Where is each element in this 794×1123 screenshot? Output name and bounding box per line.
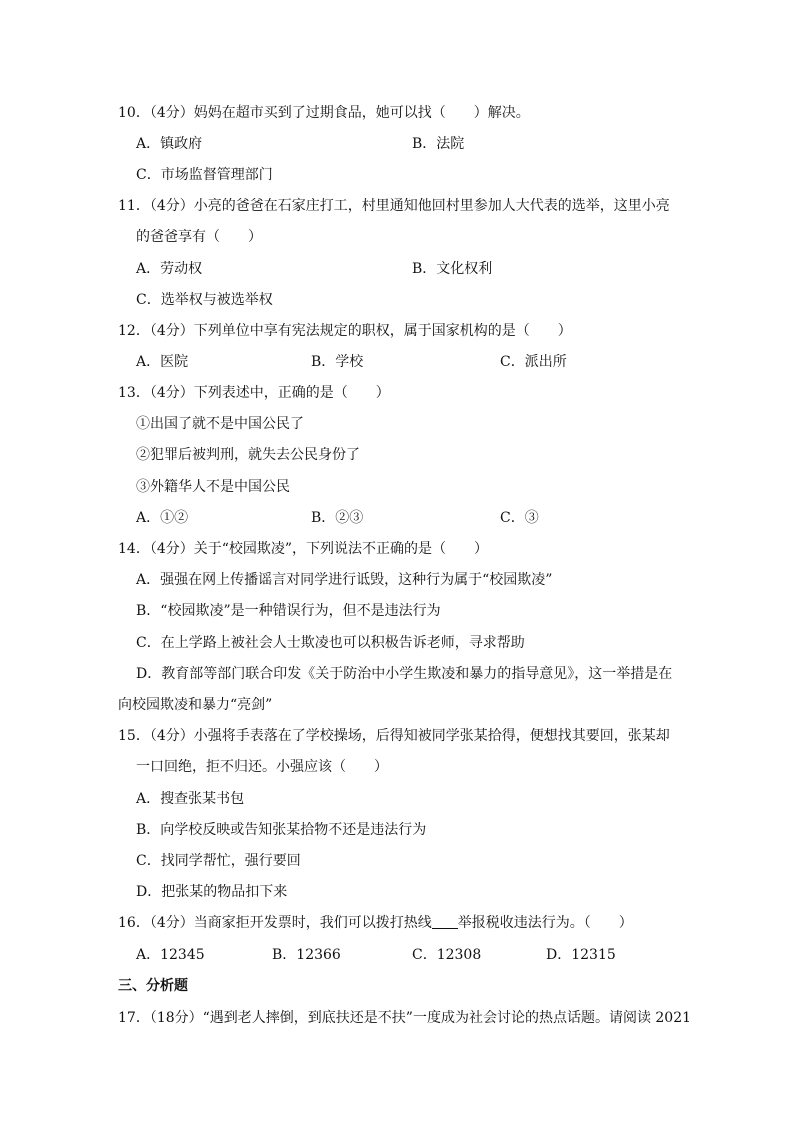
q17-stem: 17．（18分）“遇到老人摔倒，到底扶还是不扶”一度成为社会讨论的热点话题。请阅读 2021 bbox=[118, 1010, 692, 1026]
q11-option-a: A．劳动权 bbox=[136, 261, 203, 277]
q13-option-c: C．③ bbox=[500, 510, 539, 526]
q15-option-d: D．把张某的物品扣下来 bbox=[136, 884, 288, 900]
q13-statement-2: ②犯罪后被判刑，就失去公民身份了 bbox=[136, 447, 360, 463]
q11-option-b: B．文化权利 bbox=[412, 261, 493, 277]
q15-stem-line2: 一口回绝，拒不归还。小强应该（ ） bbox=[136, 759, 388, 775]
q16-stem-part1: 16．（4分）当商家拒开发票时，我们可以拨打热线 bbox=[118, 915, 432, 931]
q15-option-b: B．向学校反映或告知张某拾物不还是违法行为 bbox=[136, 822, 427, 838]
section-heading: 三、分析题 bbox=[118, 978, 188, 994]
q15-option-a: A．搜查张某书包 bbox=[136, 791, 245, 807]
answer-blank bbox=[432, 914, 458, 929]
q16-option-a: A．12345 bbox=[136, 947, 205, 963]
q14-option-a: A．强强在网上传播谣言对同学进行诋毁，这种行为属于“校园欺凌” bbox=[136, 572, 553, 588]
q16-stem-part2: 举报税收违法行为。（ ） bbox=[457, 915, 633, 931]
q15-stem-line1: 15．（4分）小强将手表落在了学校操场，后得知被同学张某拾得，便想找其要回，张某却 bbox=[118, 728, 670, 744]
q12-option-c: C．派出所 bbox=[500, 354, 567, 370]
q11-stem-line2: 的爸爸享有（ ） bbox=[136, 229, 262, 245]
q16-option-d: D．12315 bbox=[546, 947, 616, 963]
q14-option-d-line2: 向校园欺凌和暴力“亮剑” bbox=[118, 697, 273, 713]
q10-option-a: A．镇政府 bbox=[136, 136, 203, 152]
q14-option-c: C．在上学路上被社会人士欺凌也可以积极告诉老师，寻求帮助 bbox=[136, 635, 525, 651]
q12-option-a: A．医院 bbox=[136, 354, 189, 370]
q14-option-d-line1: D．教育部等部门联合印发《关于防治中小学生欺凌和暴力的指导意见》，这一举措是在 bbox=[136, 666, 673, 682]
q14-stem: 14．（4分）关于“校园欺凌”，下列说法不正确的是（ ） bbox=[118, 541, 489, 557]
q13-statement-1: ①出国了就不是中国公民了 bbox=[136, 416, 304, 432]
q16-option-c: C．12308 bbox=[412, 947, 482, 963]
q14-option-b: B．“校园欺凌”是一种错误行为，但不是违法行为 bbox=[136, 603, 441, 619]
q12-stem: 12．（4分）下列单位中享有宪法规定的职权，属于国家机构的是（ ） bbox=[118, 323, 572, 339]
q13-option-b: B．②③ bbox=[311, 510, 364, 526]
q11-option-c: C．选举权与被选举权 bbox=[136, 292, 273, 308]
q10-option-c: C．市场监督管理部门 bbox=[136, 167, 273, 183]
q12-option-b: B．学校 bbox=[311, 354, 364, 370]
q11-stem-line1: 11．（4分）小亮的爸爸在石家庄打工，村里通知他回村里参加人大代表的选举，这里小亮 bbox=[118, 198, 670, 214]
q10-stem: 10．（4分）妈妈在超市买到了过期食品，她可以找（ ）解决。 bbox=[118, 105, 530, 121]
q13-stem: 13．（4分）下列表述中，正确的是（ ） bbox=[118, 385, 390, 401]
q16-option-b: B．12366 bbox=[272, 947, 341, 963]
q16-stem bbox=[118, 913, 633, 933]
q15-option-c: C．找同学帮忙，强行要回 bbox=[136, 853, 301, 869]
q13-option-a: A．①② bbox=[136, 510, 189, 526]
q10-option-b: B．法院 bbox=[412, 136, 465, 152]
q13-statement-3: ③外籍华人不是中国公民 bbox=[136, 479, 290, 495]
